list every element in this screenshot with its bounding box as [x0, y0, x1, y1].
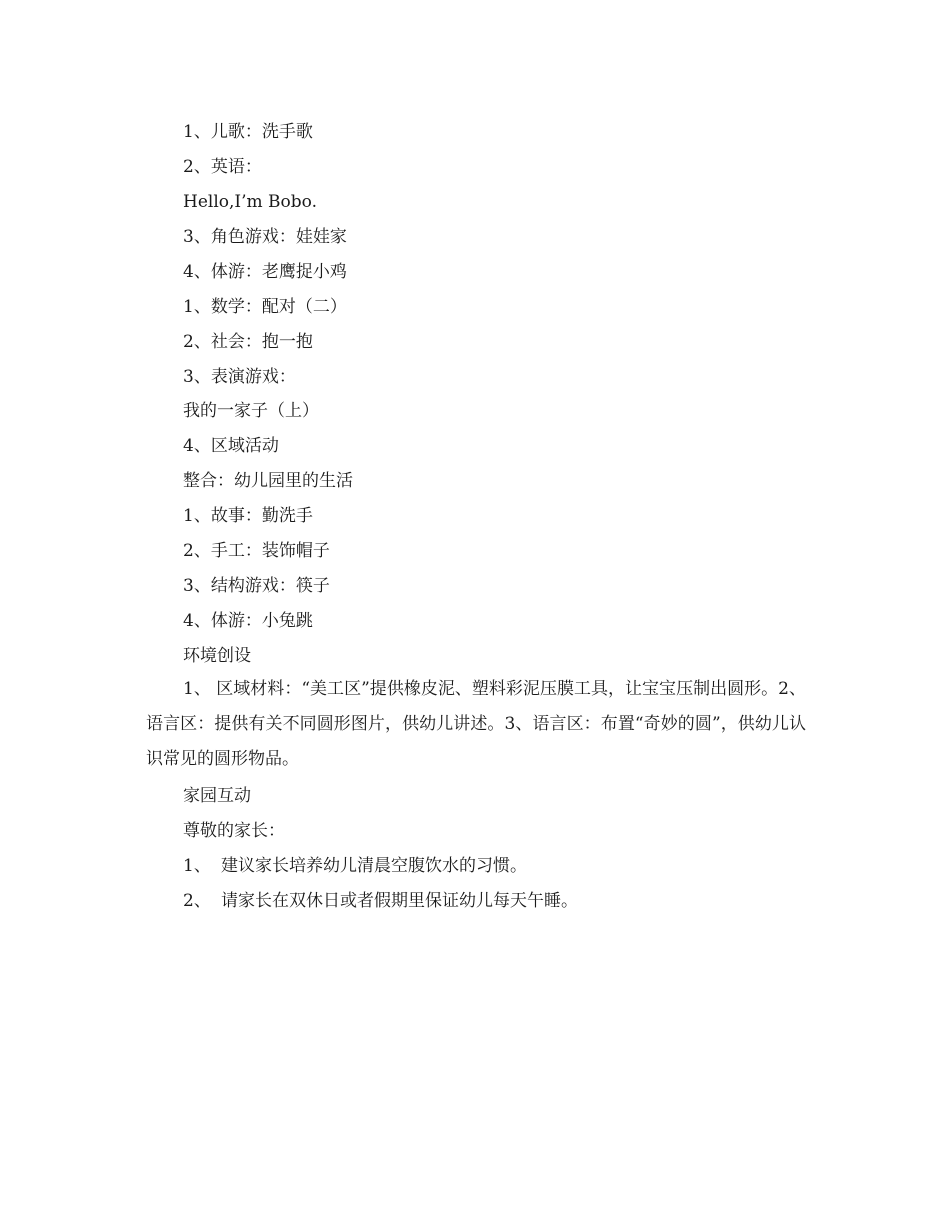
greeting: 尊敬的家长：: [183, 821, 285, 841]
text-line: 1、儿歌：洗手歌: [183, 122, 313, 142]
text-line: 2、手工：装饰帽子: [183, 541, 330, 561]
text-line: 整合：幼儿园里的生活: [183, 471, 353, 491]
list-item-number: 2、: [183, 891, 211, 911]
text-line: 1、数学：配对（二）: [183, 297, 347, 317]
text-line: 我的一家子（上）: [183, 401, 319, 421]
text-line: 3、表演游戏：: [183, 367, 296, 387]
text-line: Hello,I’m Bobo.: [183, 192, 317, 212]
environment-paragraph: 1、 区域材料：“美工区”提供橡皮泥、塑料彩泥压膜工具，让宝宝压制出圆形。2、语言区：提供有关不同圆形图片，供幼儿讲述。3、语言区：布置“奇妙的圆”，供幼儿认识常见的圆形物品。: [146, 679, 806, 769]
section-heading-environment: 环境创设: [183, 646, 251, 666]
list-item-text: 建议家长培养幼儿清晨空腹饮水的习惯。: [221, 856, 527, 876]
text-line: 1、故事：勤洗手: [183, 506, 313, 526]
text-line: 2、英语：: [183, 157, 262, 177]
text-line: 3、结构游戏：筷子: [183, 576, 330, 596]
text-line: 4、体游：小兔跳: [183, 611, 313, 631]
text-line: 4、区域活动: [183, 436, 279, 456]
text-line: 2、社会：抱一抱: [183, 332, 313, 352]
text-line: 3、角色游戏：娃娃家: [183, 227, 347, 247]
list-item-number: 1、: [183, 856, 211, 876]
section-heading-home: 家园互动: [183, 786, 251, 806]
list-item: [183, 856, 527, 876]
text-line: 4、体游：老鹰捉小鸡: [183, 262, 347, 282]
list-item-text: 请家长在双休日或者假期里保证幼儿每天午睡。: [221, 891, 578, 911]
list-item: [183, 891, 578, 911]
